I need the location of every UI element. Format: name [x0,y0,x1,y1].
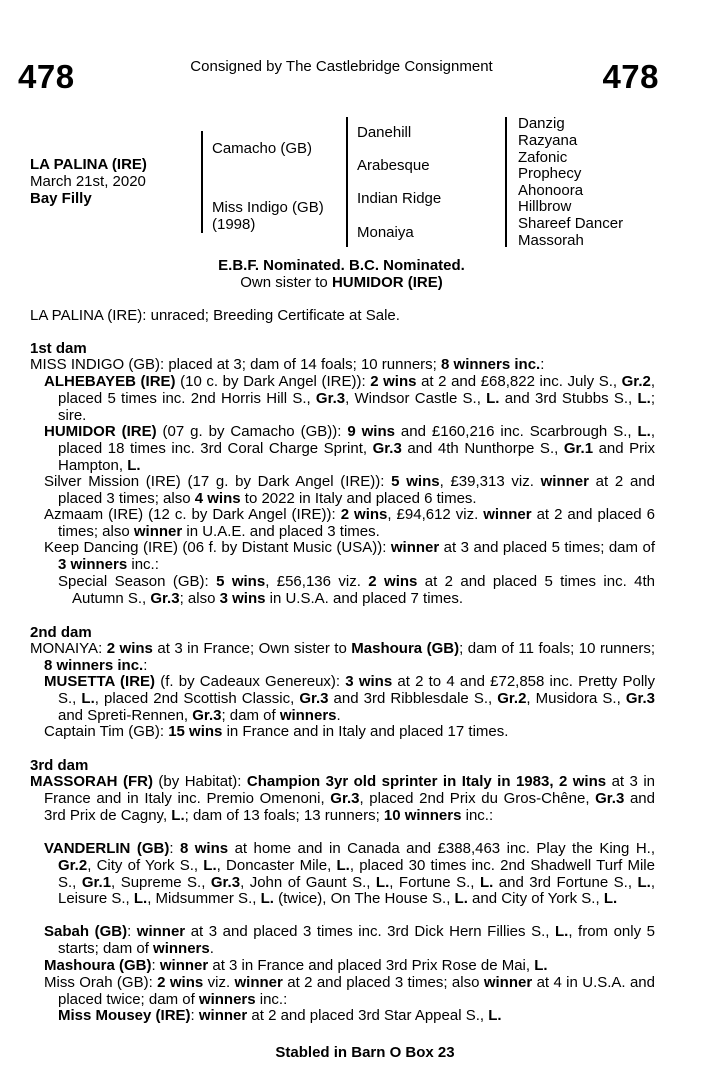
bold-text-run: L. [637,389,651,407]
bold-text-run: L. [336,856,350,874]
produce-entry-azmaam [44,507,655,541]
text-run: , City of York S., [87,856,204,874]
bold-text-run: winners [279,706,337,724]
text-run: , placed 5 times inc. 2nd Horris Hill S., [58,373,655,407]
bold-text-run: Gr.3 [299,689,329,707]
nominations: E.B.F. Nominated. B.C. Nominated. [218,257,465,274]
pedigree-gen4-3: Zafonic [518,149,568,166]
text-run: Azmaam (IRE) (12 c. by Dark Angel (IRE)): [44,506,341,523]
text-run: , Windsor Castle S., [345,389,487,407]
bold-text-run: Gr.3 [192,706,222,724]
lot-number-right: 478 [602,58,659,95]
dam-entry-monaiya [30,641,655,675]
bold-text-run: 5 wins [391,473,440,490]
lot-number-left: 478 [18,58,75,95]
bold-text-run: 8 winners inc. [441,356,541,373]
text-run: and 4th Nunthorpe S., [401,439,564,457]
horse-name: LA PALINA (IRE) [30,156,147,173]
text-run: viz. [203,974,235,991]
text-run: in U.S.A. and placed 7 times. [265,589,464,607]
bold-text-run: L. [637,873,651,891]
stabling-info: Stabled in Barn O Box 23 [275,1044,455,1061]
bold-text-run: VANDERLIN (GB) [44,840,170,857]
text-run: . [336,706,341,724]
bold-text-run: Gr.3 [330,789,360,807]
bold-text-run: Gr.1 [563,439,594,457]
horse-summary: LA PALINA (IRE): unraced; Breeding Certificate at Sale. [30,307,400,324]
first-dam-heading: 1st dam [30,340,87,357]
bold-text-run: winner [390,539,440,556]
produce-entry-silver-mission [44,474,655,508]
bold-text-run: 2 wins [368,573,418,590]
bold-text-run: 9 wins [347,423,395,440]
bold-text-run: winner [198,1007,248,1024]
produce-entry-vanderlin [44,841,655,908]
text-run: at 2 and placed 3rd Star Appeal S., [247,1007,489,1024]
text-run: (twice), On The House S., [273,890,455,908]
bold-text-run: winner [133,522,183,540]
pedigree-dam-year: (1998) [212,216,256,233]
bold-text-run: Gr.3 [372,439,402,457]
pedigree-sire: Camacho (GB) [212,140,313,157]
bold-text-run: Gr.1 [81,873,112,891]
pedigree-bracket-2 [346,117,348,247]
text-run: Special Season (GB): [58,573,217,590]
text-run: and Spreti-Rennen, [58,706,193,724]
horse-foaled: March 21st, 2020 [30,173,146,190]
text-run: , John of Gaunt S., [240,873,376,891]
text-run: and 3rd Stubbs S., [499,389,638,407]
text-run: (f. by Cadeaux Genereux): [155,673,346,690]
pedigree-gen4-6: Hillbrow [518,198,572,215]
text-run: inc.: [127,555,159,573]
bold-text-run: L. [454,890,468,908]
text-run: and 3rd Fortune S., [493,873,638,891]
bold-text-run: Mashoura (GB) [44,957,152,974]
text-run: ; also [179,589,220,607]
text-run: , £94,612 viz. [387,506,484,523]
pedigree-gen4-2: Razyana [518,132,578,149]
bold-text-run: winner [540,473,589,490]
text-run: Captain Tim (GB): [44,723,169,740]
text-run: to 2022 in Italy and placed 6 times. [240,489,477,507]
text-run: , placed 2nd Scottish Classic, [94,689,300,707]
bold-text-run: L. [479,873,494,891]
text-run: at 2 and placed 5 times inc. 4th Autumn S., [72,573,656,607]
bold-text-run: MUSETTA (IRE) [44,673,156,690]
text-run: Silver Mission (IRE) (17 g. by Dark Angel (IRE)): [44,473,392,490]
text-run: , Supreme S., [111,873,211,891]
bold-text-run: Mashoura (GB) [351,640,460,657]
dam-entry-massorah [30,774,655,824]
text-run: at 4 in U.S.A. and placed twice; dam of [58,974,655,1008]
bold-text-run: Gr.3 [150,589,180,607]
bold-text-run: winner [234,974,283,991]
produce-entry-keep-dancing [44,540,655,574]
text-run: at 2 and placed 3 times; also [282,974,484,991]
bold-text-run: 5 wins [216,573,266,590]
bold-text-run: L. [488,1007,502,1024]
own-sister-prefix: Own sister to [240,274,332,291]
produce-entry-alhebayeb [44,374,655,424]
text-run: MISS INDIGO (GB): placed at 3; dam of 14 foals; 10 runners; [30,356,442,373]
text-run: at home and in Canada and £388,463 inc. Play the King H., [228,840,655,857]
produce-entry-musetta [44,674,655,724]
bold-text-run: L. [375,873,390,891]
bold-text-run: winners [198,990,256,1008]
bold-text-run: ALHEBAYEB (IRE) [44,373,176,390]
produce-entry-special-season [58,574,655,608]
produce-entry-mashoura [44,958,655,975]
text-run: : [540,356,545,373]
text-run: ; dam of 13 foals; 13 runners; [184,806,384,824]
bold-text-run: 15 wins [168,723,223,740]
bold-text-run: 8 winners inc. [44,656,144,674]
text-run: ; dam of [221,706,280,724]
text-run: at 2 to 4 and £72,858 inc. Pretty Polly S., [58,673,655,707]
text-run: : [127,923,137,940]
bold-text-run: L. [260,890,274,908]
text-run: : [151,957,160,974]
text-run: ; sire. [58,389,655,424]
bold-text-run: winner [483,506,532,523]
text-run: at 3 and placed 5 times; dam of [439,539,655,556]
text-run: , placed 2nd Prix du Gros-Chêne, [359,789,596,807]
pedigree-dam: Miss Indigo (GB) [212,199,324,216]
produce-entry-sabah [44,924,655,958]
bold-text-run: L. [486,389,500,407]
bold-text-run: L. [203,856,217,874]
bold-text-run: 8 wins [179,840,229,857]
bold-text-run: L. [127,456,141,474]
pedigree-bracket-3 [505,117,507,247]
text-run: MONAIYA: [30,640,107,657]
text-run: , placed 18 times inc. 3rd Coral Charge Sprint, [58,423,656,457]
text-run: , Doncaster Mile, [216,856,337,874]
text-run: at 3 in France; Own sister to [152,640,352,657]
text-run: , £39,313 viz. [439,473,541,490]
bold-text-run: winner [483,974,533,991]
text-run: , from only 5 starts; dam of [58,923,655,957]
pedigree-gen3-3: Indian Ridge [357,190,442,207]
pedigree-gen4-5: Ahonoora [518,182,584,199]
bold-text-run: Miss Mousey (IRE) [58,1007,191,1024]
own-sister-name: HUMIDOR (IRE) [331,274,443,291]
text-run: Keep Dancing (IRE) (06 f. by Distant Music (USA)): [44,539,391,556]
text-run: in U.A.E. and placed 3 times. [182,522,380,540]
text-run: and City of York S., [467,890,604,908]
bold-text-run: 2 wins [106,640,153,657]
text-run: : [190,1007,199,1024]
pedigree-gen4-1: Danzig [518,115,565,132]
bold-text-run: winners [153,939,210,957]
text-run: , Musidora S., [526,689,626,707]
text-run: in France and in Italy and placed 17 times. [222,723,509,740]
text-run: at 3 in France and placed 3rd Prix Rose de Mai, [208,957,535,974]
produce-entry-miss-mousey [58,1008,655,1025]
bold-text-run: Gr.3 [315,389,346,407]
pedigree-gen3-1: Danehill [357,124,412,141]
text-run: at 2 and placed 3 times; also [58,473,655,507]
dam-entry-miss-indigo [30,357,655,374]
text-run: (by Habitat): [152,773,247,790]
text-run: (07 g. by Camacho (GB)): [156,423,348,440]
text-run: and 3rd Ribblesdale S., [328,689,498,707]
produce-entry-miss-orah [44,975,655,1009]
text-run: (10 c. by Dark Angel (IRE)): [175,373,371,390]
horse-description: Bay Filly [30,190,92,207]
bold-text-run: 2 wins [370,373,417,390]
bold-text-run: 2 wins [157,974,204,991]
pedigree-gen3-2: Arabesque [357,157,430,174]
bold-text-run: HUMIDOR (IRE) [44,423,157,440]
bold-text-run: 10 winners [383,806,462,824]
bold-text-run: Gr.2 [58,856,88,874]
bold-text-run: 3 winners [58,555,128,573]
pedigree-bracket-1 [201,131,203,233]
text-run: and 3rd Prix de Cagny, [44,789,655,824]
text-run: , Fortune S., [389,873,480,891]
text-run: , placed 30 times inc. 2nd Shadwell Turf Mile S., [58,856,655,891]
bold-text-run: L. [171,806,185,824]
bold-text-run: Champion 3yr old sprinter in Italy in 1983, 2 wins [246,773,607,790]
text-run: and Prix Hampton, [58,439,656,474]
produce-entry-captain-tim [44,724,655,741]
text-run: inc.: [461,806,494,824]
text-run: . [209,939,214,957]
text-run: ; dam of 11 foals; 10 runners; [459,640,655,657]
pedigree-gen4-8: Massorah [518,232,584,249]
text-run: , Midsummer S., [147,890,261,908]
bold-text-run: L. [603,890,618,908]
text-run: at 2 and placed 6 times; also [58,506,655,540]
bold-text-run: 4 wins [194,489,241,507]
bold-text-run: winner [136,923,186,940]
pedigree-gen4-4: Prophecy [518,165,582,182]
bold-text-run: L. [81,689,95,707]
text-run: at 3 and placed 3 times inc. 3rd Dick Hern Fillies S., [185,923,555,940]
own-sister-line [0,274,683,291]
produce-entry-humidor [44,424,655,474]
bold-text-run: L. [637,423,651,440]
bold-text-run: 3 wins [345,673,393,690]
consignor-line: Consigned by The Castlebridge Consignment [190,58,493,75]
bold-text-run: 2 wins [340,506,388,523]
third-dam-heading: 3rd dam [30,757,89,774]
text-run: : [169,840,180,857]
bold-text-run: L. [534,957,548,974]
second-dam-heading: 2nd dam [30,624,92,641]
text-run: , Leisure S., [58,873,656,908]
bold-text-run: Gr.3 [625,689,655,707]
bold-text-run: Sabah (GB) [44,923,128,940]
pedigree-gen4-7: Shareef Dancer [518,215,624,232]
bold-text-run: MASSORAH (FR) [30,773,153,790]
text-run: , £56,136 viz. [265,573,369,590]
text-run: at 3 in France and in Italy inc. Premio Omenoni, [44,773,656,807]
bold-text-run: winner [159,957,209,974]
bold-text-run: Gr.3 [210,873,241,891]
bold-text-run: L. [133,890,148,908]
bold-text-run: 3 wins [219,589,266,607]
bold-text-run: Gr.2 [621,373,651,390]
bold-text-run: Gr.3 [595,789,625,807]
text-run: inc.: [255,990,288,1008]
bold-text-run: L. [554,923,569,940]
text-run: and £160,216 inc. Scarbrough S., [394,423,638,440]
pedigree-gen3-4: Monaiya [357,224,414,241]
text-run: : [143,656,148,674]
text-run: Miss Orah (GB): [44,974,158,991]
bold-text-run: Gr.2 [497,689,527,707]
text-run: at 2 and £68,822 inc. July S., [416,373,622,390]
